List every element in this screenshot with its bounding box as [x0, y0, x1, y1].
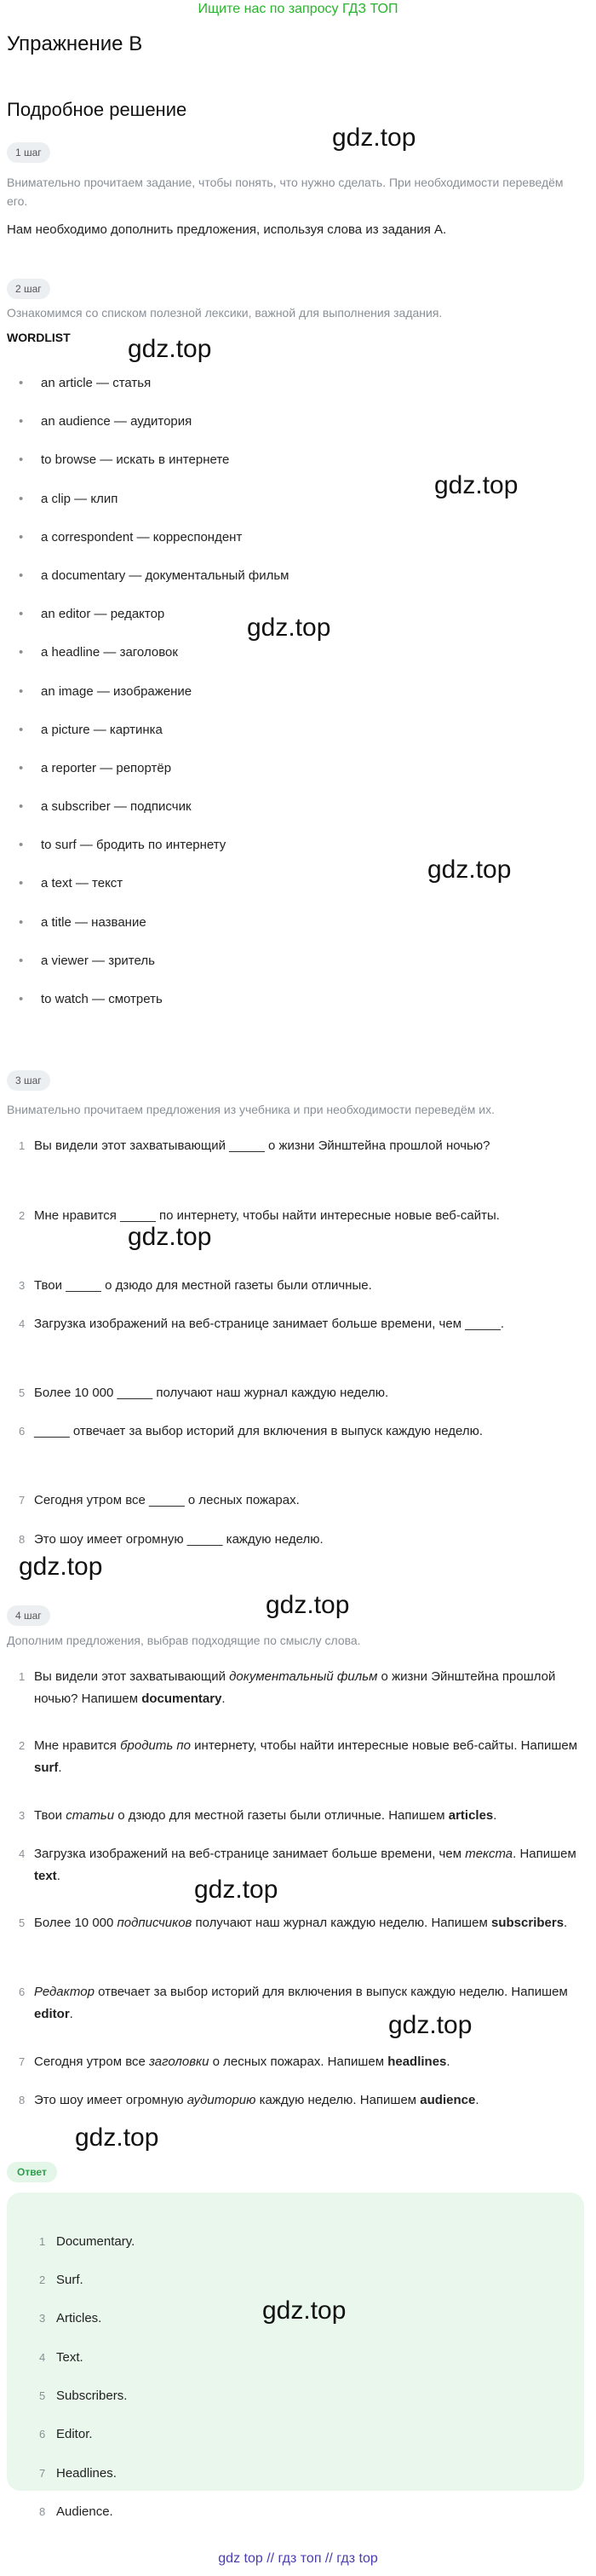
- watermark: gdz.top: [247, 614, 331, 642]
- answer-sentence: [7, 1912, 586, 1934]
- watermark: gdz.top: [434, 471, 519, 499]
- step-4-badge: 4 шаг: [7, 1605, 50, 1626]
- answer-text: Editor.: [56, 2427, 93, 2441]
- step-2-badge: 2 шаг: [7, 279, 50, 299]
- sentence-part: Мне нравится: [34, 1738, 121, 1753]
- word-item: • a correspondent — корреспондент: [15, 529, 577, 568]
- item-number: 1: [39, 2235, 46, 2248]
- word-item: • to surf — бродить по интернету: [15, 837, 577, 875]
- chosen-word: статьи: [66, 1808, 115, 1823]
- item-number: 7: [19, 2055, 26, 2068]
- sentence-part: Вы видели этот захватывающий: [34, 1669, 230, 1684]
- sentence-text: Это шоу имеет огромную _____ каждую неделю.: [34, 1532, 324, 1547]
- sentence-item: [7, 1313, 586, 1335]
- sentence-part: Сегодня утром все: [34, 2054, 149, 2069]
- answer-item: [39, 2349, 550, 2366]
- step-1-hint: Внимательно прочитаем задание, чтобы понять, что нужно сделать. При необходимости переведём его.: [7, 176, 564, 208]
- answer-text: Audience.: [56, 2504, 113, 2519]
- word-item: • an article — статья: [15, 375, 577, 413]
- sentence-part: .: [58, 1761, 62, 1775]
- chosen-word: документальный фильм: [229, 1669, 378, 1684]
- item-number: 6: [39, 2428, 46, 2441]
- item-number: 2: [19, 1739, 26, 1752]
- footer-links[interactable]: gdz top // гдз топ // гдз top: [218, 2551, 378, 2566]
- sentence-part: Загрузка изображений на веб-странице занимает больше времени, чем: [34, 1847, 466, 1861]
- chosen-word: бродить по: [120, 1738, 192, 1753]
- watermark: gdz.top: [128, 1223, 212, 1251]
- answer-text: Headlines.: [56, 2466, 117, 2481]
- watermark: gdz.top: [194, 1876, 278, 1904]
- sentence-item: [7, 1205, 586, 1227]
- chosen-word: аудиторию: [186, 2093, 256, 2107]
- sentence-text: Загрузка изображений на веб-странице занимает больше времени, чем _____.: [34, 1317, 505, 1331]
- word-item: • an image — изображение: [15, 683, 577, 722]
- section-title: Подробное решение: [7, 99, 187, 120]
- item-number: 8: [39, 2505, 46, 2518]
- sentence-part: Более 10 000: [34, 1916, 117, 1930]
- chosen-word: подписчиков: [117, 1916, 192, 1930]
- chosen-word: Редактор: [34, 1985, 95, 1999]
- wordlist-title: WORDLIST: [7, 331, 71, 344]
- item-number: 1: [19, 1139, 26, 1152]
- answer-text: Articles.: [56, 2311, 102, 2325]
- answer-badge: Ответ: [7, 2162, 57, 2182]
- item-number: 8: [19, 2094, 26, 2106]
- word-item: • to browse — искать в интернете: [15, 452, 577, 490]
- word-item: • an audience — аудитория: [15, 413, 577, 452]
- answer-word: articles: [448, 1808, 494, 1823]
- sentence-part: Это шоу имеет огромную: [34, 2093, 187, 2107]
- sentence-text: Твои _____ о дзюдо для местной газеты были отличные.: [34, 1278, 372, 1293]
- answer-word: documentary: [141, 1691, 222, 1706]
- watermark: gdz.top: [388, 2011, 473, 2039]
- word-item: • an editor — редактор: [15, 606, 577, 644]
- sentence-part: о лесных пожарах. Напишем: [209, 2054, 388, 2069]
- word-item: • a text — текст: [15, 875, 577, 913]
- word-item: • to watch — смотреть: [15, 991, 577, 1029]
- sentence-part: .: [69, 2007, 73, 2021]
- sentence-text: _____ отвечает за выбор историй для включения в выпуск каждую неделю.: [34, 1424, 484, 1438]
- answer-sentence: [7, 1735, 586, 1779]
- item-number: 7: [39, 2467, 46, 2480]
- watermark: gdz.top: [266, 1591, 350, 1619]
- word-item: • a reporter — репортёр: [15, 760, 577, 798]
- item-number: 5: [39, 2389, 46, 2402]
- answer-item: [39, 2426, 550, 2443]
- item-number: 7: [19, 1494, 26, 1507]
- sentence-part: каждую неделю. Напишем: [255, 2093, 421, 2107]
- item-number: 6: [19, 1425, 26, 1438]
- sentence-part: интернету, чтобы найти интересные новые веб-сайты. Напишем: [191, 1738, 578, 1753]
- sentence-part: .: [446, 2054, 450, 2069]
- word-item: • a viewer — зритель: [15, 953, 577, 991]
- answer-sentence: [7, 1805, 586, 1827]
- answer-word: subscribers: [491, 1916, 564, 1930]
- page-title: Упражнение B: [7, 32, 143, 55]
- step-2-hint: Ознакомимся со списком полезной лексики, важной для выполнения задания.: [7, 306, 443, 320]
- sentence-part: получают наш журнал каждую неделю. Напишем: [192, 1916, 491, 1930]
- answer-sentence: [7, 1843, 586, 1887]
- answer-item: [39, 2504, 550, 2521]
- answer-item: [39, 2465, 550, 2482]
- chosen-word: текста: [465, 1847, 513, 1861]
- item-number: 2: [19, 1209, 26, 1222]
- word-item: • a title — название: [15, 914, 577, 953]
- sentence-text: Сегодня утром все _____ о лесных пожарах.: [34, 1493, 300, 1507]
- word-item: • a picture — картинка: [15, 722, 577, 760]
- answer-text: Subscribers.: [56, 2389, 128, 2403]
- answer-word: text: [34, 1869, 57, 1883]
- step-4-hint: Дополним предложения, выбрав подходящие по смыслу слова.: [7, 1634, 361, 1647]
- step-1-text: Нам необходимо дополнить предложения, используя слова из задания A.: [7, 222, 447, 237]
- answer-item: [39, 2233, 550, 2250]
- answer-word: headlines: [387, 2054, 447, 2069]
- sentence-part: о жизни Эйнштейна прошлой ночью? Напишем: [34, 1669, 556, 1706]
- item-number: 4: [39, 2351, 46, 2364]
- sentence-part: .: [475, 2093, 479, 2107]
- word-item: • a documentary — документальный фильм: [15, 568, 577, 606]
- watermark: gdz.top: [262, 2297, 347, 2325]
- step-1-badge: 1 шаг: [7, 142, 50, 163]
- item-number: 2: [39, 2273, 46, 2286]
- sentence-part: о дзюдо для местной газеты были отличные. Напишем: [114, 1808, 449, 1823]
- item-number: 5: [19, 1386, 26, 1399]
- step-3-badge: 3 шаг: [7, 1070, 50, 1091]
- answer-text: Surf.: [56, 2273, 83, 2287]
- answer-sentence: [7, 1981, 586, 2026]
- sentence-item: [7, 1490, 586, 1512]
- item-number: 4: [19, 1317, 26, 1330]
- sentence-part: .: [56, 1869, 60, 1883]
- item-number: 3: [39, 2312, 46, 2325]
- step-3-hint: Внимательно прочитаем предложения из учебника и при необходимости переведём их.: [7, 1103, 495, 1116]
- watermark: gdz.top: [427, 856, 512, 884]
- answer-sentence: [7, 2051, 586, 2073]
- sentence-text: Более 10 000 _____ получают наш журнал каждую неделю.: [34, 1386, 389, 1400]
- sentence-part: . Напишем: [513, 1847, 576, 1861]
- answer-sentence: [7, 1666, 586, 1710]
- answer-text: Documentary.: [56, 2234, 135, 2249]
- sentence-item: [7, 1529, 586, 1551]
- answer-text: Text.: [56, 2350, 83, 2365]
- chosen-word: заголовки: [149, 2054, 209, 2069]
- watermark: gdz.top: [128, 335, 212, 363]
- word-item: • a subscriber — подписчик: [15, 798, 577, 837]
- sentence-part: .: [564, 1916, 568, 1930]
- sentence-text: Вы видели этот захватывающий _____ о жизни Эйнштейна прошлой ночью?: [34, 1138, 490, 1153]
- item-number: 3: [19, 1279, 26, 1292]
- answer-word: surf: [34, 1761, 59, 1775]
- sentence-item: [7, 1421, 586, 1443]
- sentence-item: [7, 1275, 586, 1297]
- sentence-item: [7, 1382, 586, 1404]
- sentence-part: Твои: [34, 1808, 66, 1823]
- answer-item: [39, 2388, 550, 2405]
- answer-item: [39, 2272, 550, 2289]
- answer-word: audience: [420, 2093, 476, 2107]
- word-item: • a headline — заголовок: [15, 644, 577, 683]
- sentence-item: [7, 1135, 586, 1157]
- sentence-part: отвечает за выбор историй для включения в выпуск каждую неделю. Напишем: [94, 1985, 568, 1999]
- item-number: 1: [19, 1670, 26, 1683]
- answer-sentence: [7, 2089, 586, 2112]
- item-number: 5: [19, 1916, 26, 1929]
- item-number: 4: [19, 1847, 26, 1860]
- word-item: • a clip — клип: [15, 491, 577, 529]
- promo-banner[interactable]: Ищите нас по запросу ГДЗ ТОП: [198, 2, 398, 16]
- sentence-part: .: [493, 1808, 497, 1823]
- watermark: gdz.top: [75, 2124, 159, 2152]
- item-number: 3: [19, 1809, 26, 1822]
- watermark: gdz.top: [332, 124, 416, 152]
- item-number: 6: [19, 1985, 26, 1998]
- watermark: gdz.top: [19, 1553, 103, 1581]
- sentence-part: .: [221, 1691, 226, 1706]
- answer-word: editor: [34, 2007, 70, 2021]
- sentence-text: Мне нравится _____ по интернету, чтобы найти интересные новые веб-сайты.: [34, 1208, 500, 1223]
- item-number: 8: [19, 1533, 26, 1546]
